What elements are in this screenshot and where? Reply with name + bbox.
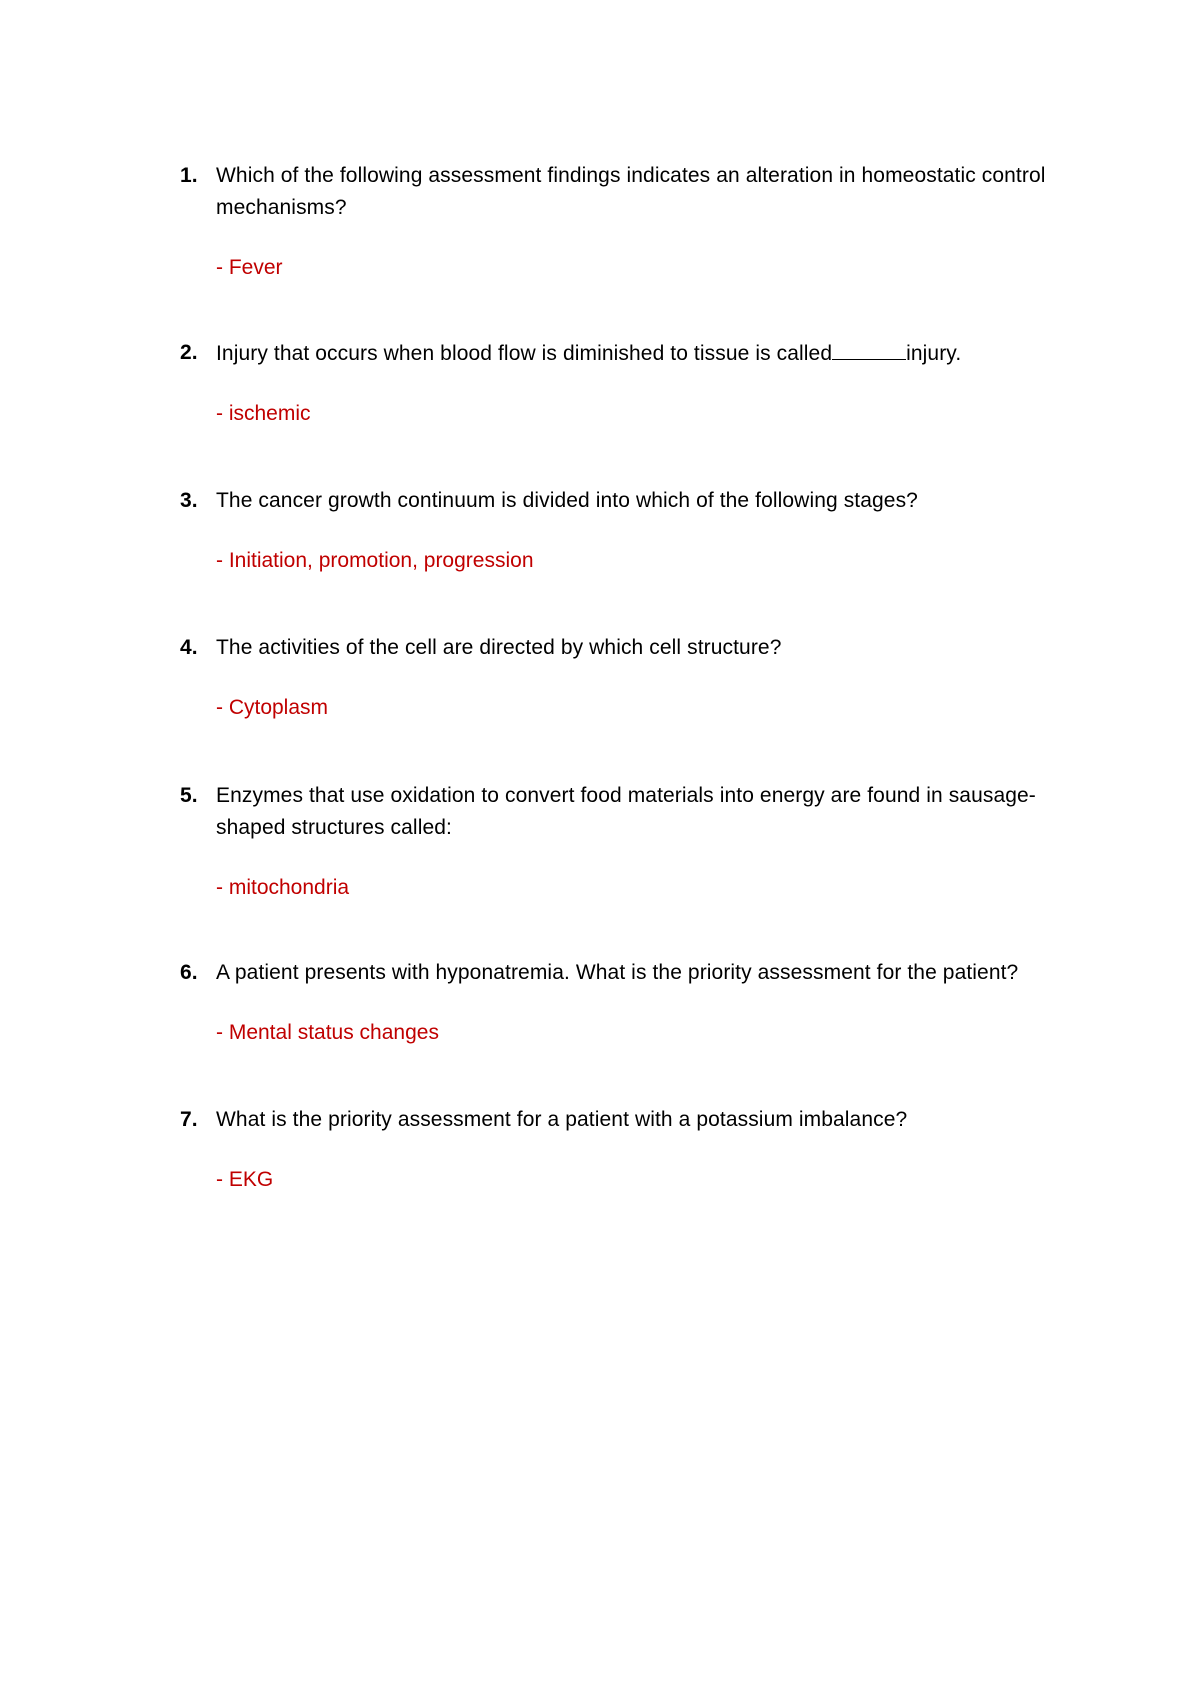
question-6 [180, 957, 1080, 1047]
question-text [216, 337, 1080, 370]
question-4 [180, 632, 1080, 722]
question-row [180, 485, 1080, 517]
question-text: A patient presents with hyponatremia. What is the priority assessment for the patient? [216, 961, 1019, 984]
answer-text: - mitochondria [216, 876, 350, 899]
question-row [180, 957, 1080, 989]
question-1 [180, 160, 1080, 282]
question-text: Enzymes that use oxidation to convert food materials into energy are found in sausage-shaped structures called: [216, 784, 1036, 839]
question-text: The activities of the cell are directed by which cell structure? [216, 636, 782, 659]
question-row [180, 337, 1080, 370]
answer-text: - Mental status changes [216, 1021, 439, 1044]
question-7 [180, 1104, 1080, 1194]
question-row [180, 632, 1080, 664]
answer-text: - EKG [216, 1168, 274, 1191]
answer-text: - Cytoplasm [216, 696, 329, 719]
question-number: 1. [180, 164, 198, 187]
question-row [180, 1104, 1080, 1136]
question-text: The cancer growth continuum is divided into which of the following stages? [216, 489, 918, 512]
answer-text: - Fever [216, 256, 283, 279]
question-row [180, 780, 1080, 844]
question-number: 3. [180, 489, 198, 512]
question-number: 7. [180, 1108, 198, 1131]
question-number: 2. [180, 341, 198, 364]
question-text: What is the priority assessment for a patient with a potassium imbalance? [216, 1108, 908, 1131]
question-text: Which of the following assessment findings indicates an alteration in homeostatic control mechanisms? [216, 164, 1046, 219]
question-5 [180, 780, 1080, 902]
question-text-after-blank: injury. [906, 342, 962, 365]
question-text-before-blank: Injury that occurs when blood flow is diminished to tissue is called [216, 342, 833, 365]
question-number: 5. [180, 784, 198, 807]
question-number: 6. [180, 961, 198, 984]
answer-text: - ischemic [216, 402, 311, 425]
question-row [180, 160, 1080, 224]
question-3 [180, 485, 1080, 575]
fill-in-blank [832, 337, 906, 360]
question-2 [180, 337, 1080, 428]
answer-text: - Initiation, promotion, progression [216, 549, 534, 572]
question-number: 4. [180, 636, 198, 659]
